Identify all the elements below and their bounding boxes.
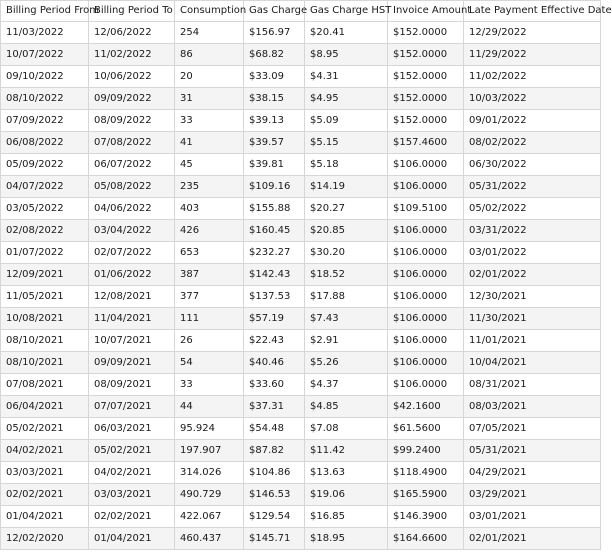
gas-charge-cell: $160.45: [244, 220, 305, 242]
gas-charge-hst-cell: $19.06: [305, 484, 388, 506]
billing-period-to-cell: 07/08/2022: [89, 132, 175, 154]
gas-charge-cell: $146.53: [244, 484, 305, 506]
gas-charge-hst-cell: $8.95: [305, 44, 388, 66]
table-row: [1, 176, 601, 198]
billing-period-from-cell: 05/02/2021: [1, 418, 89, 440]
billing-period-to-cell: 08/09/2021: [89, 374, 175, 396]
billing-period-from-cell: 04/02/2021: [1, 440, 89, 462]
billing-period-to-cell: 12/08/2021: [89, 286, 175, 308]
billing-period-from-cell: 08/10/2022: [1, 88, 89, 110]
consumption-cell: 20: [175, 66, 244, 88]
table-header: [1, 1, 612, 22]
table-row: [1, 462, 601, 484]
gas-charge-hst-cell: $18.95: [305, 528, 388, 550]
invoice-amount-cell: $106.0000: [388, 242, 464, 264]
billing-period-from-cell: 05/09/2022: [1, 154, 89, 176]
consumption-cell: 377: [175, 286, 244, 308]
gas-charge-cell: $39.81: [244, 154, 305, 176]
billing-period-from-cell: 08/10/2021: [1, 352, 89, 374]
gas-charge-cell: $22.43: [244, 330, 305, 352]
consumption-cell: 314.026: [175, 462, 244, 484]
gas-charge-cell: $33.60: [244, 374, 305, 396]
invoice-amount-cell: $61.5600: [388, 418, 464, 440]
consumption-cell: 33: [175, 110, 244, 132]
consumption-cell: 490.729: [175, 484, 244, 506]
table-row: [1, 484, 601, 506]
gas-charge-cell: $129.54: [244, 506, 305, 528]
column-header-billing-period-to: Billing Period To: [89, 1, 175, 22]
billing-period-to-cell: 01/04/2021: [89, 528, 175, 550]
table-row: [1, 22, 601, 44]
consumption-cell: 41: [175, 132, 244, 154]
gas-charge-hst-cell: $14.19: [305, 176, 388, 198]
table-row: [1, 110, 601, 132]
billing-period-from-cell: 12/09/2021: [1, 264, 89, 286]
invoice-amount-cell: $109.5100: [388, 198, 464, 220]
billing-period-to-cell: 11/04/2021: [89, 308, 175, 330]
invoice-amount-cell: $152.0000: [388, 44, 464, 66]
billing-period-from-cell: 02/08/2022: [1, 220, 89, 242]
table-row: [1, 154, 601, 176]
gas-charge-cell: $37.31: [244, 396, 305, 418]
gas-charge-hst-cell: $30.20: [305, 242, 388, 264]
table-row: [1, 418, 601, 440]
table-row: [1, 374, 601, 396]
gas-charge-hst-cell: $5.09: [305, 110, 388, 132]
consumption-cell: 422.067: [175, 506, 244, 528]
late-payment-effective-date-cell: 10/04/2021: [464, 352, 601, 374]
late-payment-effective-date-cell: 05/02/2022: [464, 198, 601, 220]
gas-charge-hst-cell: $7.08: [305, 418, 388, 440]
late-payment-effective-date-cell: 03/31/2022: [464, 220, 601, 242]
late-payment-effective-date-cell: 07/05/2021: [464, 418, 601, 440]
table-row: [1, 198, 601, 220]
column-header-billing-period-from: Billing Period From: [1, 1, 89, 22]
column-header-gas-charge-hst: Gas Charge HST: [305, 1, 388, 22]
table-row: [1, 220, 601, 242]
invoice-amount-cell: $106.0000: [388, 286, 464, 308]
gas-charge-cell: $87.82: [244, 440, 305, 462]
billing-period-to-cell: 08/09/2022: [89, 110, 175, 132]
billing-period-from-cell: 07/09/2022: [1, 110, 89, 132]
billing-period-to-cell: 10/06/2022: [89, 66, 175, 88]
consumption-cell: 33: [175, 374, 244, 396]
consumption-cell: 197.907: [175, 440, 244, 462]
billing-period-to-cell: 11/02/2022: [89, 44, 175, 66]
late-payment-effective-date-cell: 02/01/2022: [464, 264, 601, 286]
table-row: [1, 132, 601, 154]
table-body: [1, 22, 601, 550]
gas-charge-cell: $33.09: [244, 66, 305, 88]
invoice-amount-cell: $165.5900: [388, 484, 464, 506]
table-row: [1, 528, 601, 550]
invoice-amount-cell: $99.2400: [388, 440, 464, 462]
table-row: [1, 440, 601, 462]
late-payment-effective-date-cell: 11/29/2022: [464, 44, 601, 66]
column-header-invoice-amount: Invoice Amount: [388, 1, 464, 22]
billing-period-to-cell: 06/07/2022: [89, 154, 175, 176]
billing-period-to-cell: 12/06/2022: [89, 22, 175, 44]
billing-period-from-cell: 10/07/2022: [1, 44, 89, 66]
gas-charge-hst-cell: $11.42: [305, 440, 388, 462]
late-payment-effective-date-cell: 08/03/2021: [464, 396, 601, 418]
late-payment-effective-date-cell: 11/02/2022: [464, 66, 601, 88]
invoice-amount-cell: $106.0000: [388, 308, 464, 330]
late-payment-effective-date-cell: 12/29/2022: [464, 22, 601, 44]
late-payment-effective-date-cell: 09/01/2022: [464, 110, 601, 132]
billing-period-from-cell: 11/05/2021: [1, 286, 89, 308]
billing-period-from-cell: 02/02/2021: [1, 484, 89, 506]
billing-period-to-cell: 03/04/2022: [89, 220, 175, 242]
gas-charge-cell: $109.16: [244, 176, 305, 198]
billing-period-to-cell: 09/09/2021: [89, 352, 175, 374]
invoice-amount-cell: $152.0000: [388, 66, 464, 88]
gas-charge-cell: $104.86: [244, 462, 305, 484]
invoice-amount-cell: $106.0000: [388, 154, 464, 176]
billing-period-from-cell: 07/08/2021: [1, 374, 89, 396]
invoice-amount-cell: $106.0000: [388, 176, 464, 198]
billing-period-to-cell: 06/03/2021: [89, 418, 175, 440]
late-payment-effective-date-cell: 08/31/2021: [464, 374, 601, 396]
gas-charge-hst-cell: $4.85: [305, 396, 388, 418]
late-payment-effective-date-cell: 12/30/2021: [464, 286, 601, 308]
gas-charge-cell: $137.53: [244, 286, 305, 308]
gas-charge-hst-cell: $18.52: [305, 264, 388, 286]
consumption-cell: 653: [175, 242, 244, 264]
billing-period-from-cell: 04/07/2022: [1, 176, 89, 198]
consumption-cell: 235: [175, 176, 244, 198]
consumption-cell: 460.437: [175, 528, 244, 550]
billing-period-from-cell: 03/03/2021: [1, 462, 89, 484]
header-row: [1, 1, 601, 22]
gas-charge-hst-cell: $17.88: [305, 286, 388, 308]
gas-charge-hst-cell: $20.85: [305, 220, 388, 242]
gas-charge-cell: $39.13: [244, 110, 305, 132]
gas-charge-cell: $57.19: [244, 308, 305, 330]
billing-period-to-cell: 05/02/2021: [89, 440, 175, 462]
invoice-amount-cell: $42.1600: [388, 396, 464, 418]
gas-charge-hst-cell: $7.43: [305, 308, 388, 330]
invoice-amount-cell: $152.0000: [388, 110, 464, 132]
late-payment-effective-date-cell: 10/03/2022: [464, 88, 601, 110]
gas-charge-hst-cell: $5.26: [305, 352, 388, 374]
gas-charge-hst-cell: $2.91: [305, 330, 388, 352]
consumption-cell: 387: [175, 264, 244, 286]
billing-period-from-cell: 06/04/2021: [1, 396, 89, 418]
gas-charge-cell: $39.57: [244, 132, 305, 154]
billing-period-to-cell: 07/07/2021: [89, 396, 175, 418]
gas-charge-cell: $155.88: [244, 198, 305, 220]
billing-period-to-cell: 04/02/2021: [89, 462, 175, 484]
billing-period-to-cell: 10/07/2021: [89, 330, 175, 352]
billing-period-from-cell: 03/05/2022: [1, 198, 89, 220]
billing-period-from-cell: 12/02/2020: [1, 528, 89, 550]
invoice-amount-cell: $164.6600: [388, 528, 464, 550]
billing-period-to-cell: 05/08/2022: [89, 176, 175, 198]
invoice-amount-cell: $106.0000: [388, 220, 464, 242]
table-row: [1, 352, 601, 374]
late-payment-effective-date-cell: 11/01/2021: [464, 330, 601, 352]
gas-charge-hst-cell: $5.15: [305, 132, 388, 154]
consumption-cell: 426: [175, 220, 244, 242]
gas-charge-hst-cell: $4.31: [305, 66, 388, 88]
table-row: [1, 330, 601, 352]
invoice-amount-cell: $152.0000: [388, 22, 464, 44]
table-row: [1, 66, 601, 88]
gas-charge-cell: $38.15: [244, 88, 305, 110]
consumption-cell: 403: [175, 198, 244, 220]
late-payment-effective-date-cell: 11/30/2021: [464, 308, 601, 330]
gas-charge-cell: $54.48: [244, 418, 305, 440]
gas-charge-cell: $68.82: [244, 44, 305, 66]
table-row: [1, 506, 601, 528]
table-row: [1, 264, 601, 286]
gas-charge-cell: $156.97: [244, 22, 305, 44]
invoice-amount-cell: $106.0000: [388, 352, 464, 374]
consumption-cell: 44: [175, 396, 244, 418]
table-row: [1, 308, 601, 330]
gas-charge-hst-cell: $16.85: [305, 506, 388, 528]
billing-period-from-cell: 09/10/2022: [1, 66, 89, 88]
invoice-amount-cell: $146.3900: [388, 506, 464, 528]
consumption-cell: 54: [175, 352, 244, 374]
billing-period-to-cell: 04/06/2022: [89, 198, 175, 220]
late-payment-effective-date-cell: 03/01/2022: [464, 242, 601, 264]
table-row: [1, 286, 601, 308]
table-row: [1, 396, 601, 418]
consumption-cell: 26: [175, 330, 244, 352]
late-payment-effective-date-cell: 05/31/2022: [464, 176, 601, 198]
late-payment-effective-date-cell: 06/30/2022: [464, 154, 601, 176]
late-payment-effective-date-cell: 03/01/2021: [464, 506, 601, 528]
late-payment-effective-date-cell: 02/01/2021: [464, 528, 601, 550]
billing-period-from-cell: 01/07/2022: [1, 242, 89, 264]
consumption-cell: 95.924: [175, 418, 244, 440]
column-header-late-payment-effective-date: Late Payment Effective Date: [464, 1, 601, 22]
gas-charge-cell: $142.43: [244, 264, 305, 286]
billing-period-from-cell: 08/10/2021: [1, 330, 89, 352]
column-header-gas-charge: Gas Charge: [244, 1, 305, 22]
billing-period-to-cell: 01/06/2022: [89, 264, 175, 286]
table-row: [1, 242, 601, 264]
invoice-amount-cell: $106.0000: [388, 264, 464, 286]
invoice-amount-cell: $152.0000: [388, 88, 464, 110]
gas-charge-hst-cell: $20.27: [305, 198, 388, 220]
invoice-amount-cell: $106.0000: [388, 330, 464, 352]
gas-charge-cell: $145.71: [244, 528, 305, 550]
table-row: [1, 88, 601, 110]
billing-period-to-cell: 09/09/2022: [89, 88, 175, 110]
late-payment-effective-date-cell: 04/29/2021: [464, 462, 601, 484]
billing-period-from-cell: 10/08/2021: [1, 308, 89, 330]
consumption-cell: 31: [175, 88, 244, 110]
billing-period-to-cell: 02/07/2022: [89, 242, 175, 264]
gas-charge-hst-cell: $4.95: [305, 88, 388, 110]
late-payment-effective-date-cell: 05/31/2021: [464, 440, 601, 462]
billing-period-from-cell: 11/03/2022: [1, 22, 89, 44]
invoice-amount-cell: $106.0000: [388, 374, 464, 396]
gas-charge-hst-cell: $20.41: [305, 22, 388, 44]
billing-period-from-cell: 01/04/2021: [1, 506, 89, 528]
invoice-amount-cell: $157.4600: [388, 132, 464, 154]
consumption-cell: 45: [175, 154, 244, 176]
late-payment-effective-date-cell: 03/29/2021: [464, 484, 601, 506]
gas-charge-cell: $232.27: [244, 242, 305, 264]
gas-charge-cell: $40.46: [244, 352, 305, 374]
gas-charge-hst-cell: $13.63: [305, 462, 388, 484]
gas-charge-hst-cell: $4.37: [305, 374, 388, 396]
gas-charge-hst-cell: $5.18: [305, 154, 388, 176]
consumption-cell: 254: [175, 22, 244, 44]
billing-period-to-cell: 03/03/2021: [89, 484, 175, 506]
column-header-consumption: Consumption: [175, 1, 244, 22]
consumption-cell: 111: [175, 308, 244, 330]
billing-period-from-cell: 06/08/2022: [1, 132, 89, 154]
late-payment-effective-date-cell: 08/02/2022: [464, 132, 601, 154]
invoice-amount-cell: $118.4900: [388, 462, 464, 484]
table-row: [1, 44, 601, 66]
consumption-cell: 86: [175, 44, 244, 66]
billing-period-to-cell: 02/02/2021: [89, 506, 175, 528]
